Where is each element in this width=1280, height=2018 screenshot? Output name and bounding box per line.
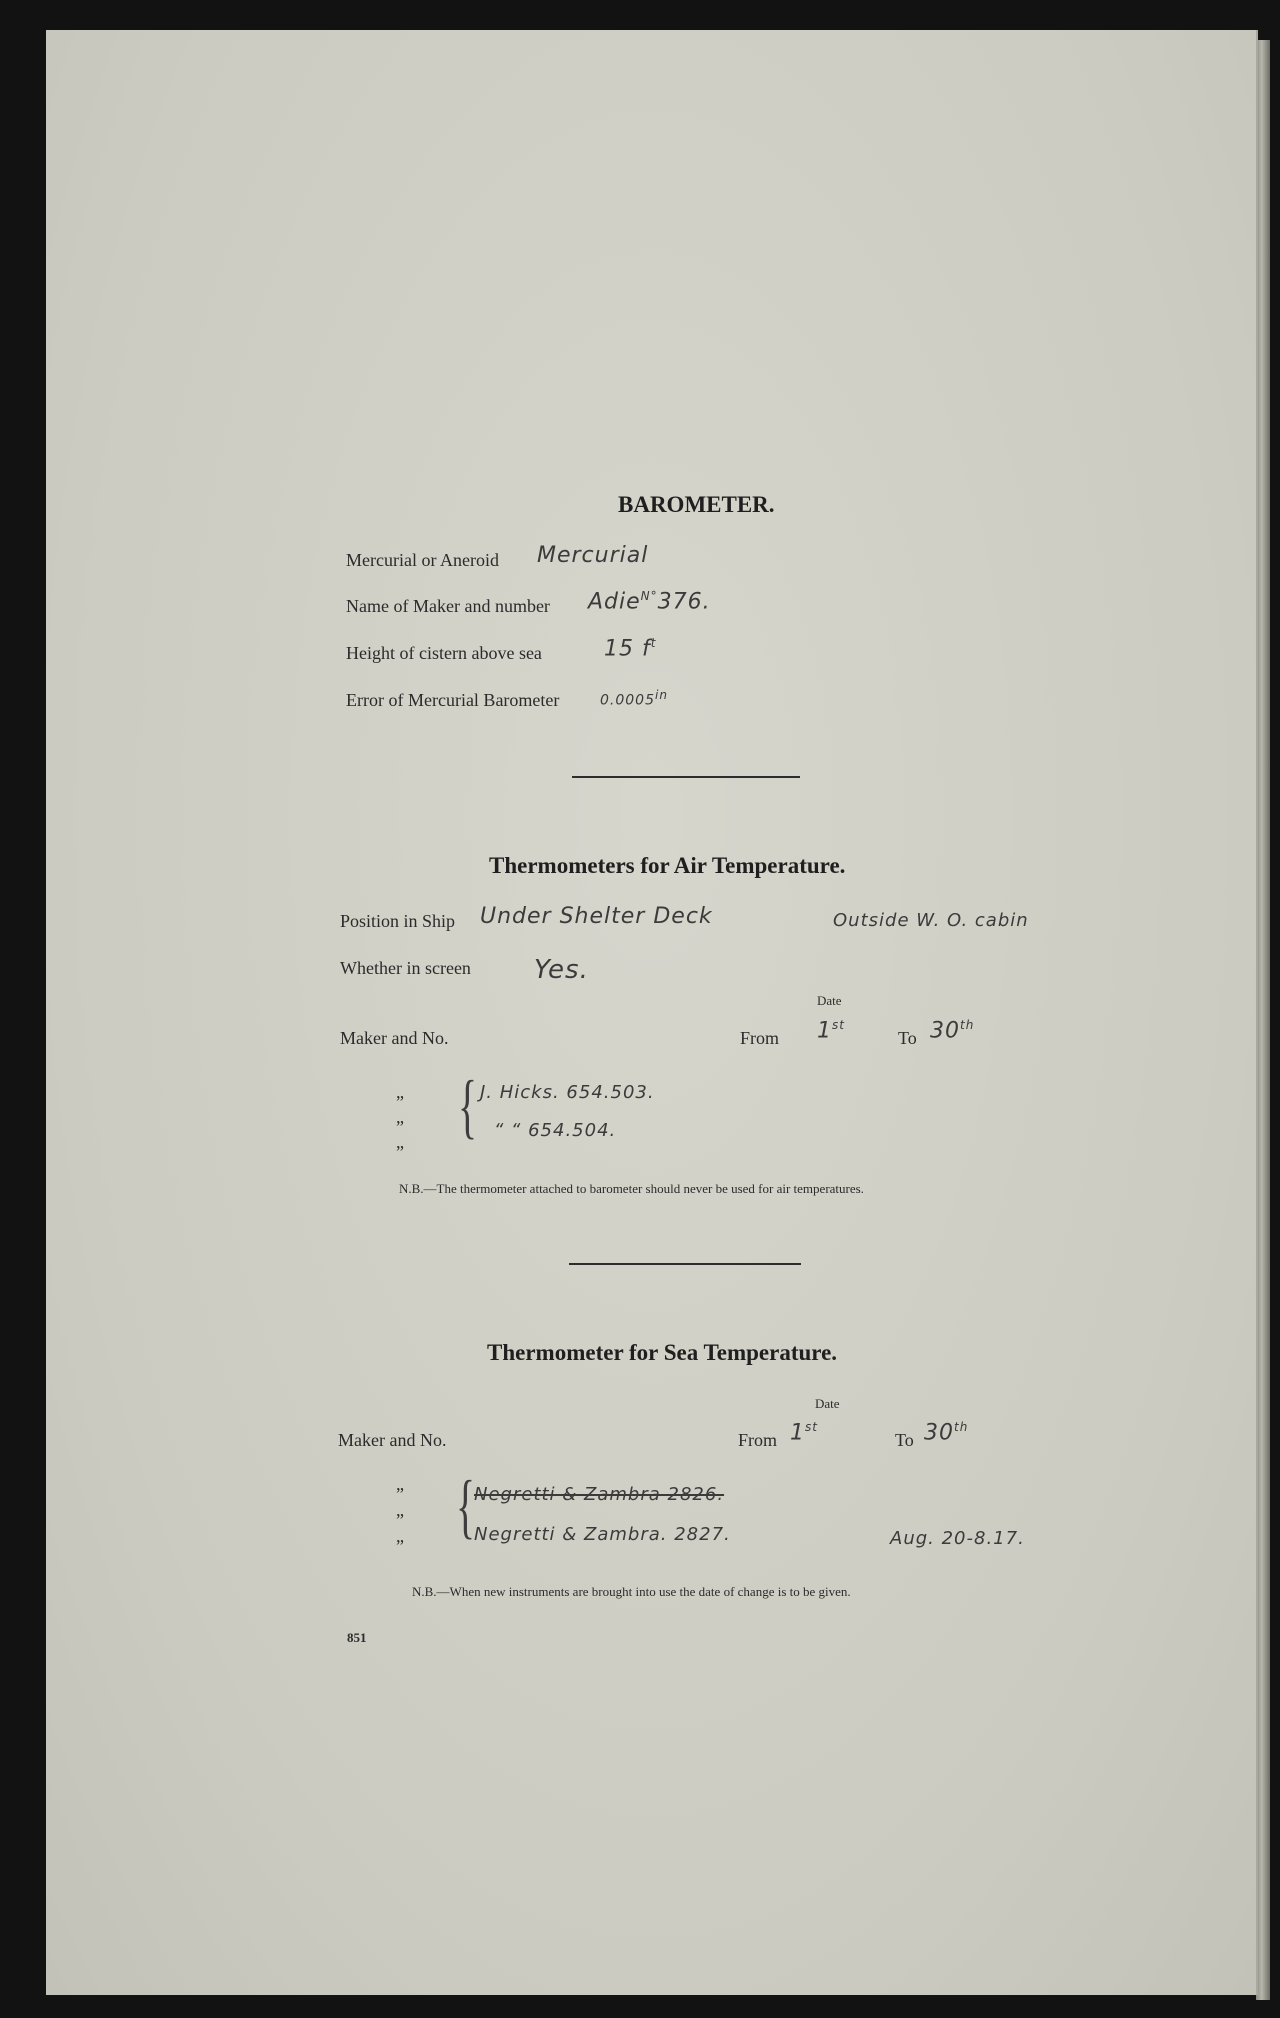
sea-from-label: From [738, 1430, 778, 1450]
sea-ditto-1: ” [396, 1484, 404, 1504]
sea-entry-date: Aug. 20-8.17. [890, 1528, 1025, 1549]
barometer-error-value: 0.0005in [600, 688, 668, 709]
air-brace: { [458, 1066, 478, 1146]
barometer-height-value: 15 $f^t$ [604, 636, 657, 662]
air-position-label: Position in Ship [340, 911, 456, 931]
air-from-label: From [740, 1028, 780, 1048]
air-note: N.B.—The thermometer attached to barometer should never be used for air temperatures. [399, 1181, 864, 1196]
sea-maker-label: Maker and No. [338, 1430, 447, 1450]
document-page [46, 30, 1258, 1995]
sea-heading: Thermometer for Sea Temperature. [487, 1340, 838, 1365]
barometer-error-label: Error of Mercurial Barometer [346, 690, 560, 710]
air-to-value: 30th [930, 1018, 975, 1044]
barometer-type-value: Mercurial [537, 543, 649, 568]
barometer-heading: BAROMETER. [618, 492, 775, 517]
divider-rule [569, 1263, 801, 1265]
air-to-label: To [898, 1028, 917, 1048]
divider-rule [572, 776, 800, 778]
air-from-value: 1st [817, 1018, 845, 1044]
sea-from-value: 1st [790, 1420, 818, 1446]
air-entry-2: “ “ 654.504. [494, 1120, 617, 1141]
page-edge [1256, 40, 1270, 2000]
sea-brace: { [456, 1466, 476, 1546]
air-screen-value: Yes. [534, 955, 589, 985]
sea-date-label: Date [815, 1396, 840, 1411]
barometer-maker-value: Adie$^{N^\circ}$376. [588, 589, 711, 615]
air-position-value-2: Outside W. O. cabin [833, 910, 1029, 931]
barometer-height-label: Height of cistern above sea [346, 643, 542, 663]
sea-entry: Negretti & Zambra. 2827. [474, 1524, 731, 1545]
air-date-label: Date [817, 993, 842, 1008]
sea-to-value: 30th [924, 1420, 969, 1446]
air-entry-1: J. Hicks. 654.503. [480, 1082, 655, 1103]
air-maker-label: Maker and No. [340, 1028, 449, 1048]
sea-to-label: To [895, 1430, 914, 1450]
sea-ditto-3: ” [396, 1536, 404, 1556]
form-number: 851 [347, 1630, 367, 1645]
sea-ditto-2: ” [396, 1510, 404, 1530]
air-heading: Thermometers for Air Temperature. [489, 853, 846, 878]
air-ditto-1: ” [396, 1092, 404, 1112]
sea-note: N.B.—When new instruments are brought into use the date of change is to be given. [412, 1584, 851, 1599]
sea-entry-struck: Negretti & Zambra 2826. [474, 1484, 725, 1505]
air-screen-label: Whether in screen [340, 958, 471, 978]
air-ditto-3: ” [396, 1142, 404, 1162]
air-position-value: Under Shelter Deck [480, 904, 713, 929]
air-ditto-2: ” [396, 1117, 404, 1137]
barometer-maker-label: Name of Maker and number [346, 596, 550, 616]
barometer-type-label: Mercurial or Aneroid [346, 550, 499, 570]
